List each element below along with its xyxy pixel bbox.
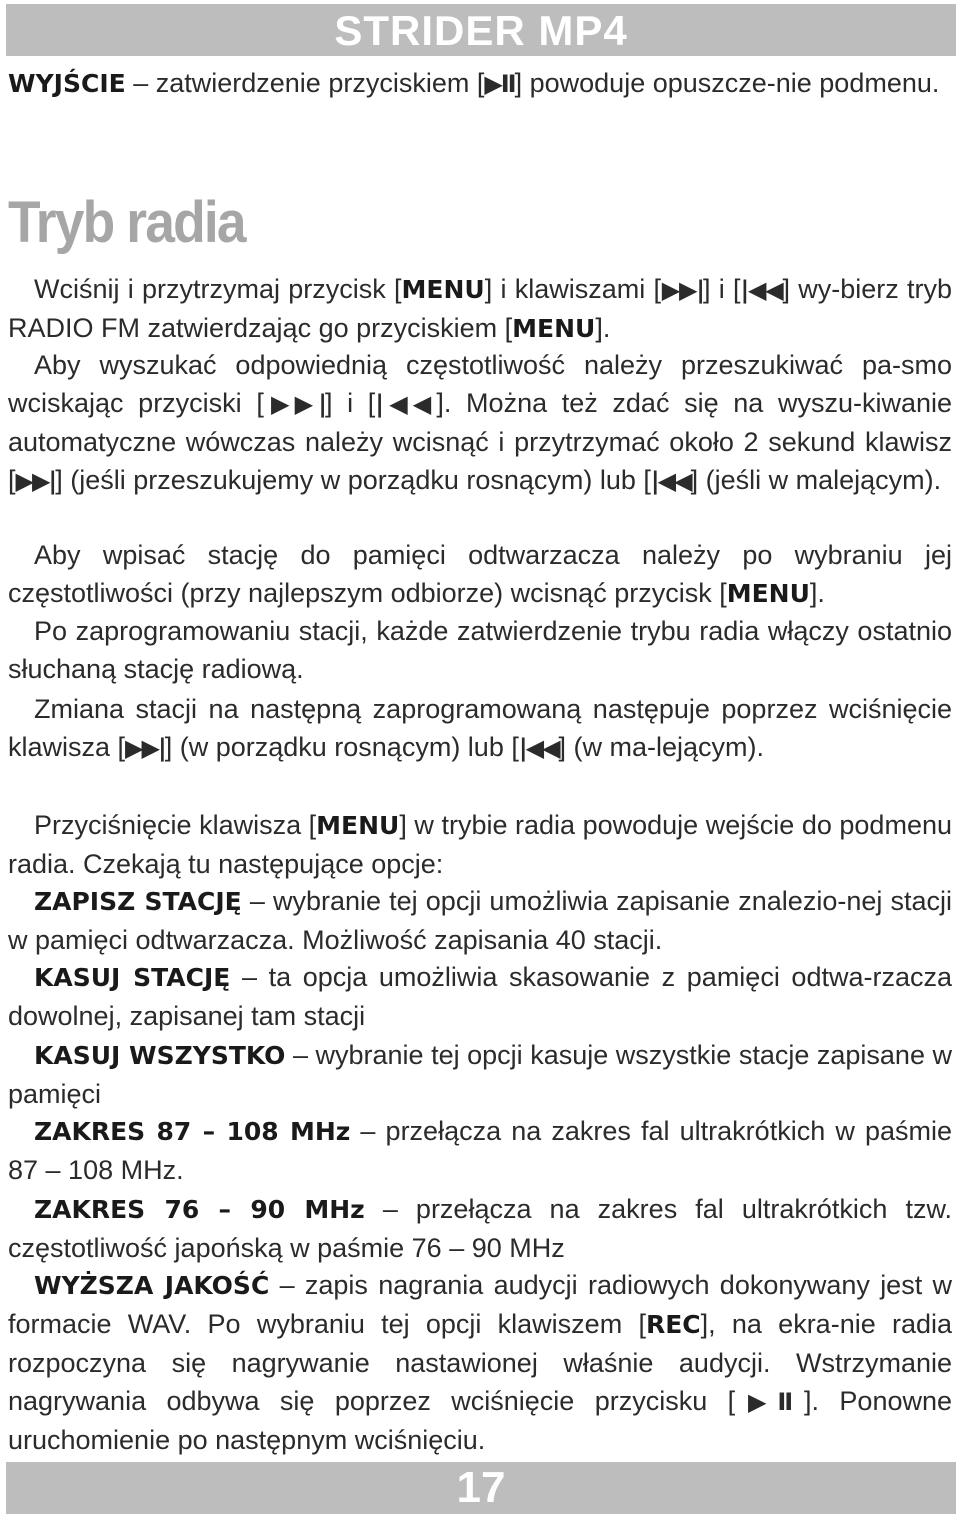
prev-icon: |◀◀ — [518, 734, 559, 762]
option-label: KASUJ WSZYSTKO — [34, 1041, 286, 1070]
option-text: ], na ekra-nie radia rozpoczyna się nagrywanie nastawionej właśnie audycji. Wstrzymanie nagrywania odbywa się poprzez wciśnięcie przycisku [ — [8, 1309, 953, 1416]
text: ] (w porządku rosnącym) lub [ — [164, 732, 519, 762]
option-label: ZAKRES 87 – 108 MHz — [34, 1117, 351, 1146]
paragraph-radio-submenu — [8, 806, 952, 883]
option-text: – zatwierdzenie przyciskiem [ — [125, 68, 485, 98]
text: Zmiana stacji na następną zaprogramowaną następuje poprzez wciśnięcie klawisza [ — [8, 694, 952, 762]
option-text: – przełącza na zakres fal ultrakrótkich w paśmie 87 – 108 MHz. — [8, 1116, 952, 1185]
option-text: – wybranie tej opcji umożliwia zapisanie znalezio-nej stacji w pamięci odtwarzacza. Możliwość zapisania 40 stacji. — [8, 886, 952, 955]
text: Przyciśnięcie klawisza [ — [34, 810, 317, 840]
option-save-station — [8, 882, 952, 959]
option-label: ZAKRES 76 – 90 MHz — [34, 1195, 365, 1224]
text: ]. — [809, 578, 825, 608]
option-delete-all — [8, 1036, 952, 1113]
option-label: WYŻSZA JAKOŚĆ — [34, 1271, 270, 1300]
text: Po zaprogramowaniu stacji, każde zatwierdzenie trybu radia włączy ostatnio słuchaną stację radiową. — [8, 616, 952, 684]
footer-bar — [6, 1462, 956, 1514]
option-text: – zapis nagrania audycji radiowych dokonywany jest w formacie WAV. Po wybraniu tej opcji klawiszem [ — [8, 1270, 952, 1339]
option-text: ] powoduje opuszcze-nie podmenu. — [514, 68, 940, 98]
prev-icon: |◀◀ — [650, 467, 691, 495]
text: ] w trybie radia powoduje wejście do podmenu radia. Czekają tu następujące opcje: — [8, 810, 952, 879]
text: Wciśnij i przytrzymaj przycisk [ — [34, 274, 402, 304]
text: ] (jeśli przeszukujemy w porządku rosnącym) lub [ — [55, 465, 651, 495]
text: ] i [ — [702, 274, 741, 304]
menu-key-label: MENU — [316, 811, 400, 840]
option-range-87-108 — [8, 1112, 952, 1189]
next-icon: ▶▶| — [263, 390, 325, 418]
text: ]. Można też zdać się na wyszu-kiwanie automatyczne wówczas należy wcisnąć i przytrzymać około 2 sekund klawisz [ — [8, 388, 952, 495]
text: Aby wpisać stację do pamięci odtwarzacza należy po wybraniu jej częstotliwości (przy najlepszym odbiorze) wcisnąć przycisk [ — [8, 540, 952, 608]
paragraph-search-frequency — [8, 346, 952, 500]
text: ] i [ — [324, 388, 376, 418]
paragraph-select-radio — [8, 270, 952, 348]
rec-key-label: REC — [645, 1310, 701, 1339]
paragraph-store-station — [8, 536, 952, 613]
menu-key-label: MENU — [726, 579, 810, 608]
menu-key-label: MENU — [401, 275, 485, 304]
text: ] (w ma-lejącym). — [558, 732, 765, 762]
text: ]. — [595, 313, 611, 343]
text: ] wy-bierz tryb RADIO FM zatwierdzając go przyciskiem [ — [8, 274, 952, 343]
paragraph-last-station — [8, 612, 952, 688]
prev-icon: |◀◀ — [375, 390, 437, 418]
option-label-exit: WYJŚCIE — [8, 69, 126, 98]
prev-icon: |◀◀ — [740, 276, 783, 304]
document-title: STRIDER MP4 — [334, 7, 628, 54]
option-range-76-90 — [8, 1190, 952, 1267]
next-icon: ▶▶| — [661, 276, 703, 304]
menu-key-label: MENU — [512, 314, 596, 343]
next-icon: ▶▶| — [125, 734, 165, 762]
page-number: 17 — [456, 1463, 506, 1512]
option-text: – ta opcja umożliwia skasowanie z pamięci odtwa-rzacza dowolnej, zapisanej tam stacji — [8, 962, 952, 1031]
option-label: ZAPISZ STACJĘ — [34, 887, 242, 916]
option-text: ]. Ponowne uruchomienie po następnym wciśnięciu. — [8, 1386, 953, 1455]
option-text: – wybranie tej opcji kasuje wszystkie stacje zapisane w pamięci — [8, 1040, 952, 1109]
paragraph-change-station — [8, 690, 952, 767]
next-icon: ▶▶| — [15, 467, 56, 495]
exit-option-paragraph — [8, 64, 952, 103]
text: ] (jeśli w malejącym). — [690, 465, 942, 495]
option-higher-quality — [8, 1266, 952, 1459]
play-pause-icon: ▶Ⅱ — [484, 70, 515, 98]
text: ] i klawiszami [ — [484, 274, 662, 304]
option-delete-station — [8, 958, 952, 1035]
section-heading: Tryb radia — [8, 190, 245, 255]
header-bar — [6, 4, 956, 56]
option-text: – przełącza na zakres fal ultrakrótkich tzw. częstotliwość japońską w paśmie 76 – 90 MHz — [8, 1194, 952, 1263]
play-pause-icon: ▶Ⅱ — [735, 1388, 805, 1416]
text: Aby wyszukać odpowiednią częstotliwość należy przeszukiwać pa-smo wciskając przyciski [ — [8, 350, 952, 418]
option-label: KASUJ STACJĘ — [34, 963, 231, 992]
